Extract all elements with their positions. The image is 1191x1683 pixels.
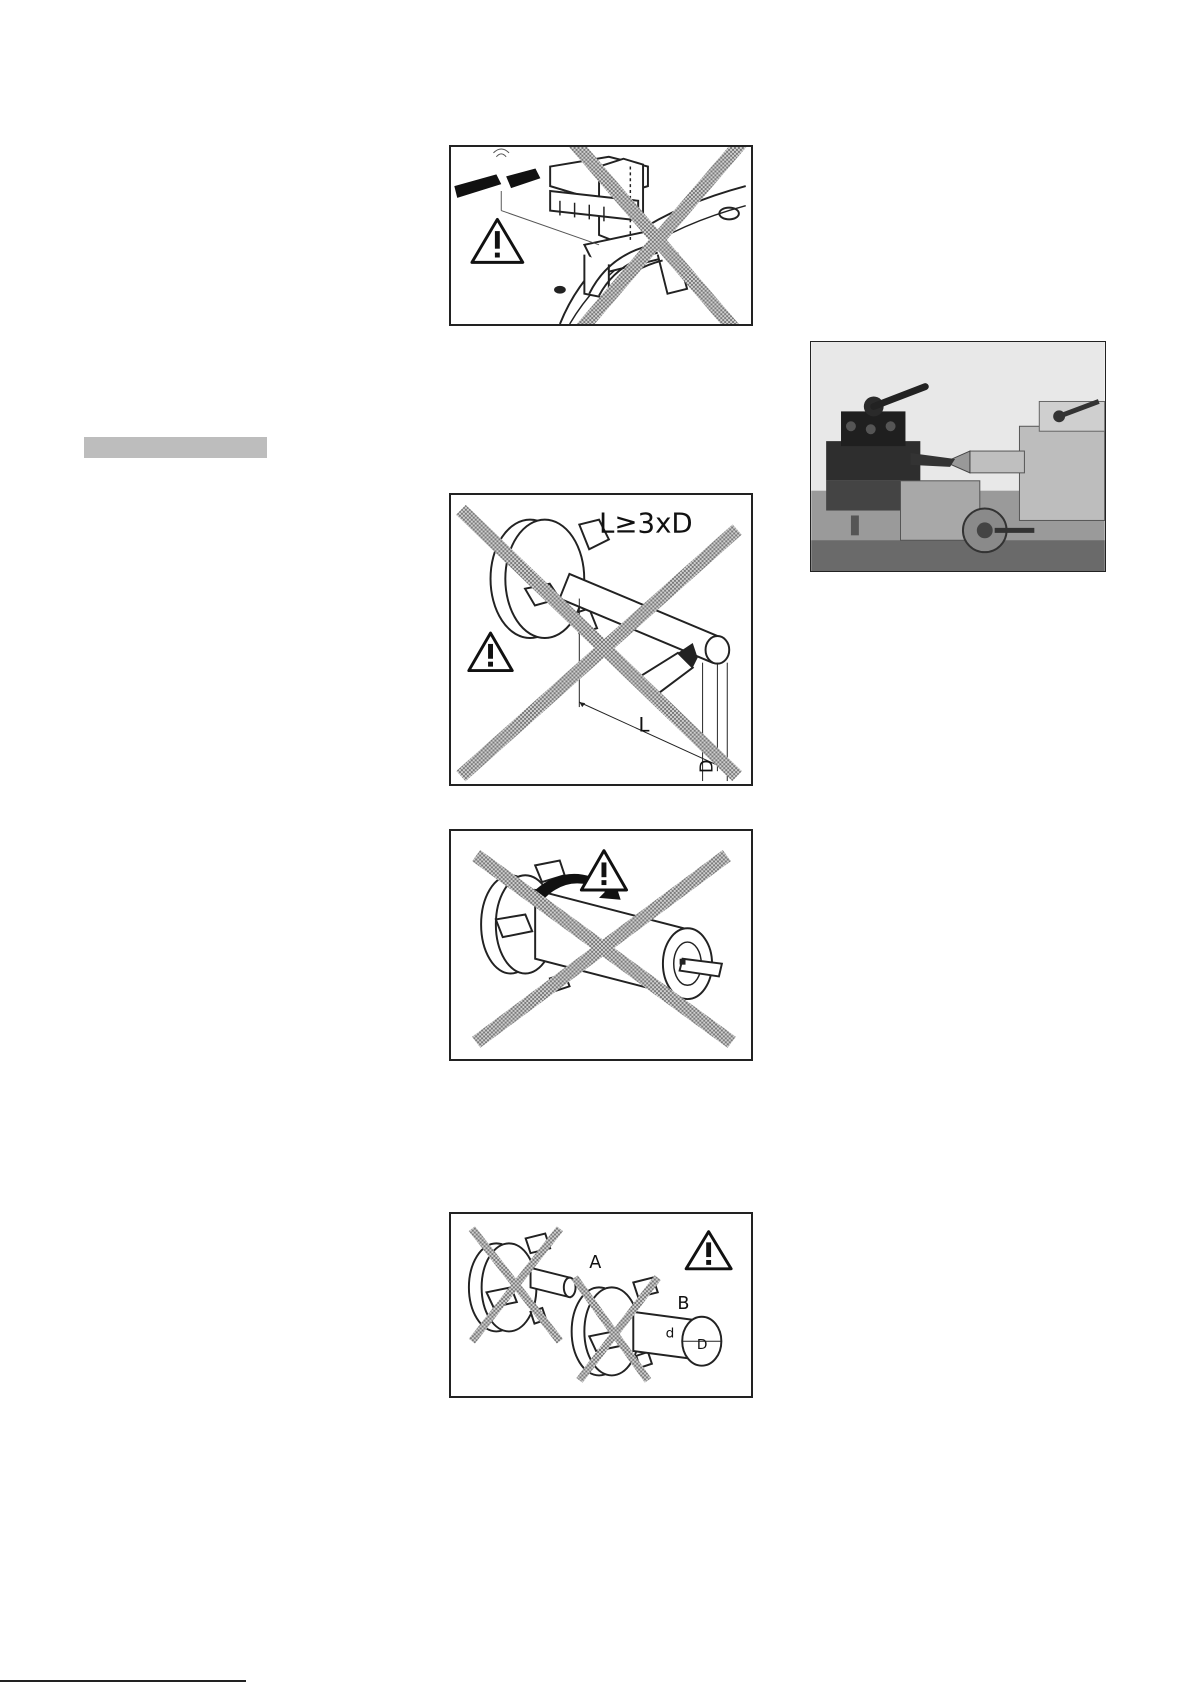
overhang-ratio-label: L≥3xD xyxy=(599,506,693,540)
figure-tube-clamping-warning xyxy=(449,829,753,1061)
warning-triangle-icon xyxy=(686,1232,731,1269)
figure-toolpost-tailstock-photo xyxy=(810,341,1106,572)
prohibited-cross-icon xyxy=(570,147,746,324)
footnote-separator xyxy=(0,1680,246,1682)
warning-triangle-icon xyxy=(472,219,523,262)
large-diameter-label: D xyxy=(696,1337,708,1354)
warning-triangle-icon xyxy=(469,633,512,670)
chuck-jaws-illustration xyxy=(451,147,751,324)
warning-triangle-icon xyxy=(581,851,626,890)
toolpost-photo xyxy=(811,342,1105,571)
hand-right-icon xyxy=(506,169,540,189)
overhang-illustration xyxy=(451,495,751,784)
figure-chuck-jaws-warning xyxy=(449,145,753,326)
hand-left-icon xyxy=(454,174,501,197)
label-a: A xyxy=(589,1252,602,1273)
diameter-label: D xyxy=(697,759,718,774)
section-marker-bar xyxy=(84,437,267,458)
tube-clamping-illustration xyxy=(451,831,751,1059)
figure-overhang-warning xyxy=(449,493,753,786)
small-diameter-label: d xyxy=(665,1325,675,1342)
clamping-comparison-illustration xyxy=(451,1214,751,1396)
length-label: L xyxy=(638,713,650,737)
label-b: B xyxy=(677,1293,690,1314)
figure-clamping-diameter-comparison xyxy=(449,1212,753,1398)
